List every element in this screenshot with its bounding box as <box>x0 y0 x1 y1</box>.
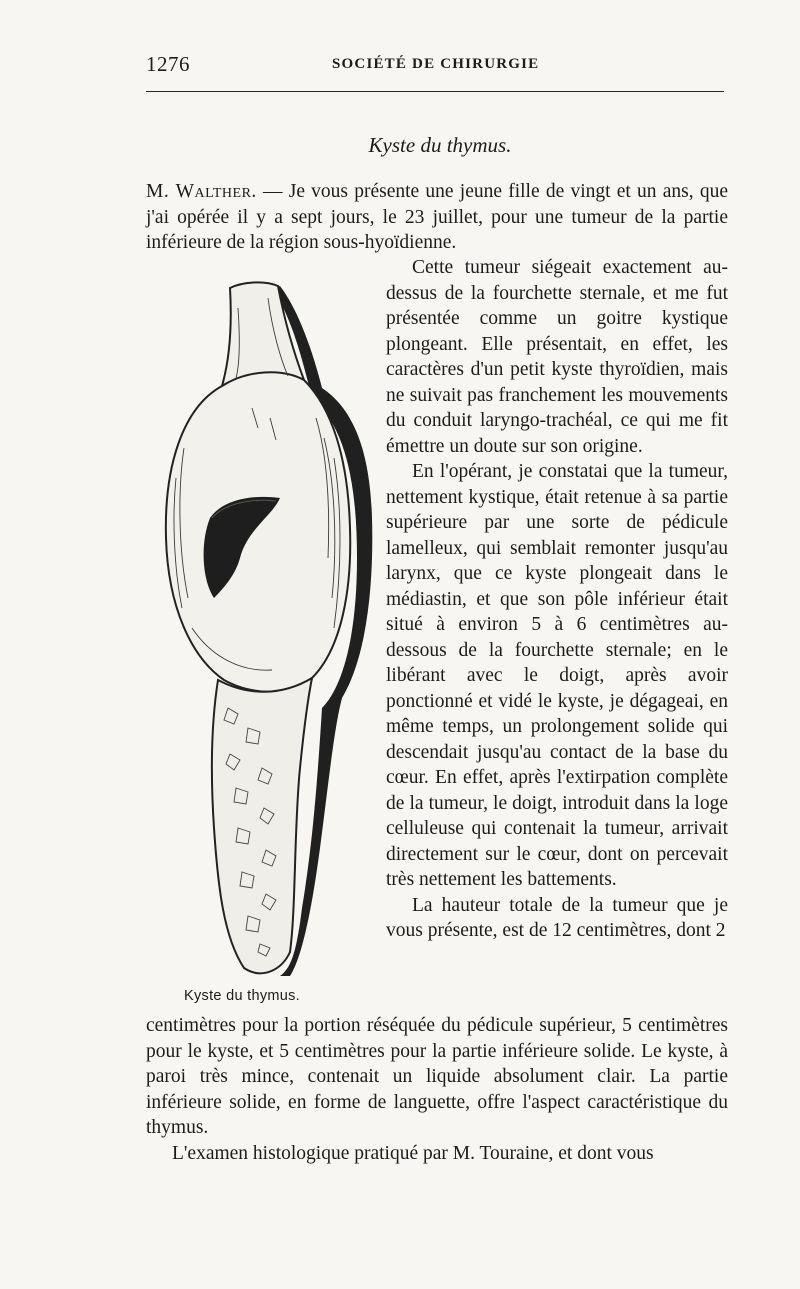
paragraph: centimètres pour la portion réséquée du pédicule supérieur, 5 centimètres pour le kyste, et 5 centimètres pour la partie inférieure solide. Le kyste, à paroi très mince, contenait un liquide absolument clair. La partie inférieure solide, en forme de languette, offre l'aspect caractéristique du thymus. <box>146 1015 728 1138</box>
intro-text: — Je vous présente une jeune fille de vingt et un ans, que j'ai opérée il y a sept jours, le 23 juillet, pour une tumeur de la partie inférieure de la région sous-hyoïdienne. <box>146 181 729 253</box>
intro-paragraph <box>146 179 728 256</box>
page-header <box>146 52 726 82</box>
running-title: SOCIÉTÉ DE CHIRURGIE <box>332 56 540 72</box>
paragraph: Cette tumeur siégeait exactement au-dessus de la fourchette sternale, et me fut présentée comme un goitre kystique plongeant. Elle présentait, en effet, les caractères d'un petit kyste thyroïdien, mais ne suivait pas franchement les mouvements du conduit laryngo-trachéal, ce qui me fit émettre un doute sur son origine. <box>386 257 728 457</box>
bottom-column <box>146 1013 728 1166</box>
section-title: Kyste du thymus. <box>368 133 512 157</box>
thymus-cyst-illustration <box>152 268 382 980</box>
header-rule <box>146 91 724 92</box>
page-number: 1276 <box>146 52 190 76</box>
speaker-name: M. Walther. <box>146 181 257 202</box>
paragraph: La hauteur totale de la tumeur que je vous présente, est de 12 centimètres, dont 2 <box>386 894 728 941</box>
figure-caption: Kyste du thymus. <box>184 988 301 1004</box>
paragraph: L'examen histologique pratiqué par M. Touraine, et dont vous <box>172 1142 654 1164</box>
paragraph: En l'opérant, je constatai que la tumeur, nettement kystique, était retenue à sa partie supérieure par une sorte de pédicule lamelleux, qui semblait remonter jusqu'au larynx, que ce kyste plongeait dans le médiastin, et que son pôle inférieur était situé à environ 5 à 6 centimètres au-dessous de la fourchette sternale; en le libérant avec le doigt, après avoir ponctionné et vidé le kyste, je dégageai, en même temps, un prolongement solide qui descendait jusqu'au contact de la base du cœur. En effet, après l'extirpation complète de la tumeur, le doigt, introduit dans la loge celluleuse qui contenait la tumeur, arrivait directement sur le cœur, dont on percevait très nettement les battements. <box>386 461 728 890</box>
side-column <box>386 255 728 944</box>
